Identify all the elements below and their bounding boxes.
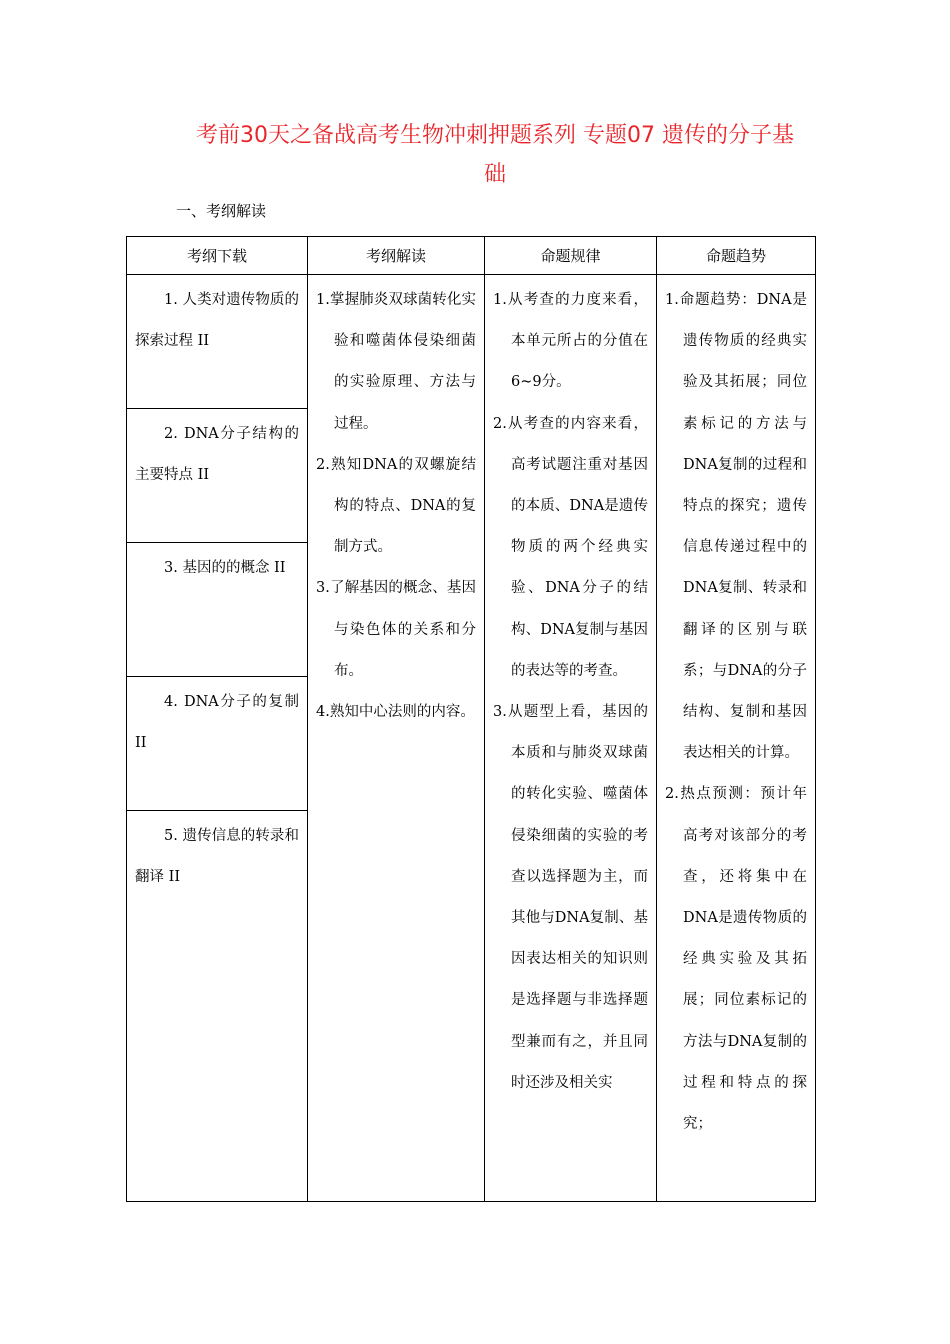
interpretation-item: 3.了解基因的概念、基因与染色体的关系和分布。 [316,580,476,679]
interpretation-item: 1.掌握肺炎双球菌转化实验和噬菌体侵染细菌的实验原理、方法与过程。 [316,292,476,432]
patterns-cell [485,275,657,1202]
trend-item: 1.命题趋势：DNA是遗传物质的经典实验及其拓展；同位素标记的方法与DNA复制的过程和特点的探究；遗传信息传递过程中的DNA复制、转录和翻译的区别与联系；与DNA的分子结构、复制和基因表达相关的计算。 [665,292,807,762]
trend-item: 2.热点预测：预计年高考对该部分的考查，还将集中在DNA是遗传物质的经典实验及其拓展；同位素标记的方法与DNA复制的过程和特点的探究； [665,786,807,1133]
document-title-line-2: 础 [483,162,506,187]
syllabus-table [126,236,816,1202]
syllabus-item-4: 4. DNA分子的复制 II [135,694,299,752]
interpretation-cell [308,275,485,1202]
pattern-item: 2.从考查的内容来看，高考试题注重对基因的本质、DNA是遗传物质的两个经典实验、DNA分子的结构、DNA复制与基因的表达等的考查。 [493,415,648,679]
header-exam-trends: 命题趋势 [657,237,816,275]
header-syllabus-interpretation: 考纲解读 [308,237,485,275]
interpretation-item: 4.熟知中心法则的内容。 [316,704,475,721]
table-header-row [127,237,816,275]
syllabus-item-cell [127,543,308,677]
syllabus-item-cell [127,409,308,543]
syllabus-item-5: 5. 遗传信息的转录和翻译 II [135,828,299,886]
syllabus-item-3: 3. 基因的的概念 II [164,560,286,576]
syllabus-item-cell [127,275,308,409]
header-syllabus-download: 考纲下载 [127,237,308,275]
section-heading: 一、考纲解读 [176,202,267,220]
interpretation-item: 2.熟知DNA的双螺旋结构的特点、DNA的复制方式。 [316,456,476,556]
syllabus-item-cell [127,677,308,811]
syllabus-item-2: 2. DNA分子结构的主要特点 II [135,426,299,484]
syllabus-item-cell [127,811,308,1202]
pattern-item: 1.从考查的力度来看，本单元所占的分值在6~9分。 [493,292,648,391]
trends-cell [657,275,816,1202]
document-title-line-1: 考前30天之备战高考生物冲刺押题系列 专题07 遗传的分子基 [196,123,794,148]
syllabus-item-1: 1. 人类对遗传物质的探索过程 II [135,292,299,350]
table-row [127,275,816,409]
header-exam-patterns: 命题规律 [485,237,657,275]
pattern-item: 3.从题型上看，基因的本质和与肺炎双球菌的转化实验、噬菌体侵染细菌的实验的考查以选择题为主，而其他与DNA复制、基因表达相关的知识则是选择题与非选择题型兼而有之，并且同时还涉及相关实 [493,704,648,1091]
